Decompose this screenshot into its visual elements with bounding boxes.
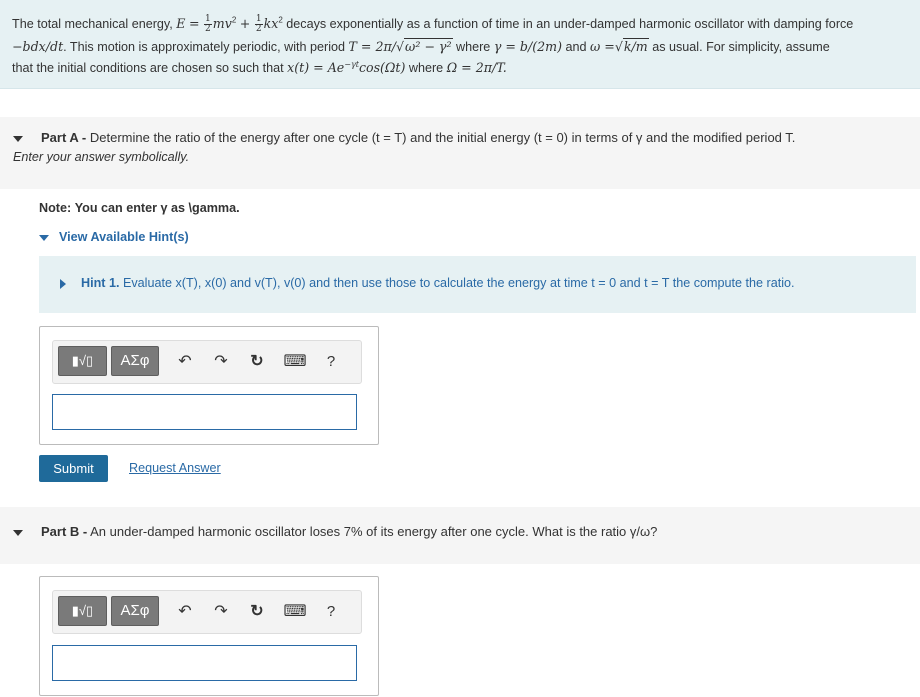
reset-icon[interactable]: ↻ [250, 353, 264, 370]
intro-text: The total mechanical energy, [12, 16, 173, 31]
intro-text: as usual. For simplicity, assume [652, 40, 830, 54]
view-hints-toggle[interactable] [39, 230, 189, 244]
hint-1-label: Hint 1. [81, 276, 120, 290]
part-a-title [41, 130, 795, 145]
damping-force: −bdx/dt [12, 39, 64, 54]
sqrt-km: k/m [623, 39, 648, 54]
hint-1-text [81, 276, 795, 290]
templates-button[interactable]: ▮√▯ [58, 346, 107, 376]
problem-intro [0, 0, 920, 89]
hint-1-body: Evaluate x(T), x(0) and v(T), v(0) and then use those to calculate the energy at time t = 0 and t = T the compute the ratio. [122, 276, 795, 290]
request-answer-link[interactable]: Request Answer [129, 461, 221, 475]
answer-input-b[interactable] [52, 645, 357, 681]
part-a-question: Determine the ratio of the energy after one cycle (t = T) and the initial energy (t = 0) in terms of γ and the modified period T. [89, 130, 796, 145]
help-button[interactable]: ? [326, 603, 336, 620]
intro-text: where [456, 40, 491, 54]
keyboard-icon[interactable]: ⌨ [283, 353, 307, 370]
undo-icon[interactable]: ↶ [178, 603, 192, 620]
help-button[interactable]: ? [326, 353, 336, 370]
energy-symbol: E [176, 15, 186, 31]
half-fraction: $\frac{1}{2}$ [255, 14, 262, 34]
keyboard-icon[interactable]: ⌨ [283, 603, 307, 620]
math-toolbar [52, 590, 362, 634]
cos-term: cos(Ωt) [358, 60, 406, 76]
view-hints-label: View Available Hint(s) [59, 230, 189, 244]
part-a-header [0, 117, 920, 189]
period-equation: T = 2π/ [348, 39, 397, 54]
sqrt-term: ω² − γ² [405, 39, 452, 54]
intro-text: decays exponentially as a function of time in an under-damped harmonic oscillator with damping force [286, 16, 854, 31]
templates-button[interactable]: ▮√▯ [58, 596, 107, 626]
intro-text: that the initial conditions are chosen so such that [12, 61, 284, 76]
position-equation: x(t) = Ae [287, 60, 345, 76]
part-b-title [41, 524, 657, 539]
intro-text: and [565, 40, 587, 54]
undo-icon[interactable]: ↶ [178, 353, 192, 370]
potential-term: kx [263, 15, 279, 31]
intro-line-2: −bdx/dt. This motion is approximately periodic, with period T = 2π/√ω² − γ² where γ = b/(2m) and ω =√k/m as usual. For simplicity, assume [12, 39, 830, 54]
greek-symbols-button[interactable]: ΑΣφ [111, 346, 159, 376]
submit-button[interactable]: Submit [39, 455, 108, 482]
collapse-caret-icon[interactable] [13, 136, 23, 142]
part-a-instruction: Enter your answer symbolically. [13, 150, 190, 164]
answer-box-a [39, 326, 379, 445]
chevron-down-icon [39, 235, 49, 241]
Omega-equation: Ω = 2π/T. [446, 60, 507, 76]
reset-icon[interactable]: ↻ [250, 603, 264, 620]
note-text: You can enter γ as \gamma. [74, 201, 240, 215]
intro-text: . This motion is approximately periodic, with period [63, 40, 346, 54]
part-b-question: An under-damped harmonic oscillator loses 7% of its energy after one cycle. What is the ratio γ/ω? [90, 524, 658, 539]
intro-line-1: The total mechanical energy, E = $\frac{1}{2}$ $mv^2$ + $\frac{1}{2}$ $kx^2$ decays exponentially as a function of time in an under-damped harmonic oscillator with damping force [12, 14, 854, 34]
part-b-header [0, 507, 920, 564]
intro-line-3 [12, 60, 507, 75]
gamma-equation: γ = b/(2m) [493, 39, 562, 54]
chevron-right-icon [60, 279, 66, 289]
half-fraction: $\frac{1}{2}$ [205, 14, 211, 34]
note [39, 201, 240, 215]
greek-symbols-button[interactable]: ΑΣφ [111, 596, 159, 626]
omega-equation: ω = [590, 39, 615, 54]
part-a-label: Part A - [41, 130, 87, 145]
math-toolbar [52, 340, 362, 384]
hint-1[interactable] [39, 256, 916, 313]
answer-box-b [39, 576, 379, 696]
collapse-caret-icon[interactable] [13, 530, 23, 536]
exponent: −γt [344, 60, 359, 69]
intro-text: where [408, 61, 444, 76]
answer-input-a[interactable] [52, 394, 357, 430]
note-label: Note: [39, 201, 72, 215]
redo-icon[interactable]: ↷ [214, 353, 228, 370]
kinetic-term: mv [212, 15, 232, 31]
plus-sign: + [239, 15, 251, 31]
part-b-label: Part B - [41, 524, 88, 539]
redo-icon[interactable]: ↷ [214, 603, 228, 620]
